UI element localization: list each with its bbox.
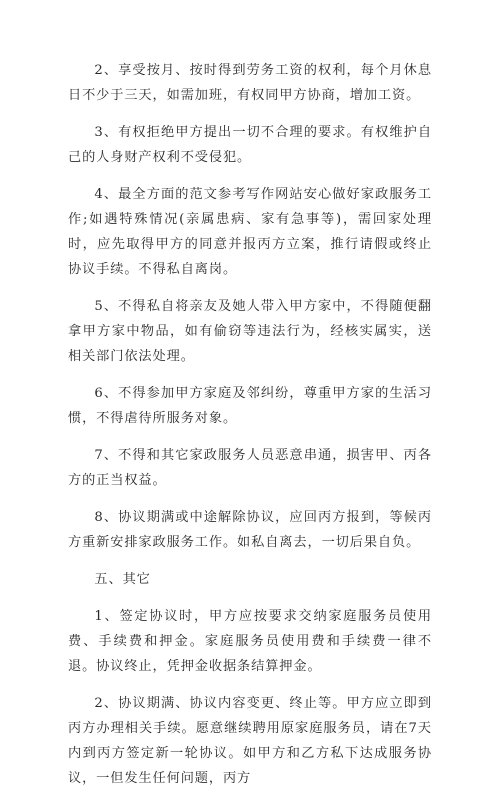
paragraph-6: 6、不得参加甲方家庭及邻纠纷，尊重甲方家的生活习惯，不得虐待所服务对象。 [68, 386, 432, 426]
section-paragraph-2: 2、协议期满、协议内容变更、终止等。甲方应立即到丙方办理相关手续。愿意继续聘用原家庭服务员，请在7天内到丙方签定新一轮协议。如甲方和乙方私下达成服务协议，一但发生任何问题，丙方 [68, 696, 432, 786]
document-body [68, 58, 432, 803]
paragraph-8: 8、协议期满或中途解除协议，应回丙方报到，等候丙方重新安排家政服务工作。如私自离去，一切后果自负。 [68, 510, 432, 550]
paragraph-2: 2、享受按月、按时得到劳务工资的权利，每个月休息日不少于三天，如需加班，有权同甲方协商，增加工资。 [68, 63, 432, 103]
paragraph-5: 5、不得私自将亲友及她人带入甲方家中，不得随便翻拿甲方家中物品，如有偷窃等违法行为，经核实属实，送相关部门依法处理。 [68, 299, 432, 364]
section-paragraph-1: 1、签定协议时，甲方应按要求交纳家庭服务员使用费、手续费和押金。家庭服务员使用费和手续费一律不退。协议终止，凭押金收据条结算押金。 [68, 609, 432, 674]
paragraph-4: 4、最全方面的范文参考写作网站安心做好家政服务工作;如遇特殊情况(亲属患病、家有急事等)，需回家处理时，应先取得甲方的同意并报丙方立案，推行请假或终止协议手续。不得私自离岗。 [68, 187, 432, 277]
paragraph-7: 7、不得和其它家政服务人员恶意串通，损害甲、丙各方的正当权益。 [68, 448, 432, 488]
paragraph-3: 3、有权拒绝甲方提出一切不合理的要求。有权维护自己的人身财产权利不受侵犯。 [68, 125, 432, 165]
section-heading: 五、其它 [94, 572, 151, 587]
